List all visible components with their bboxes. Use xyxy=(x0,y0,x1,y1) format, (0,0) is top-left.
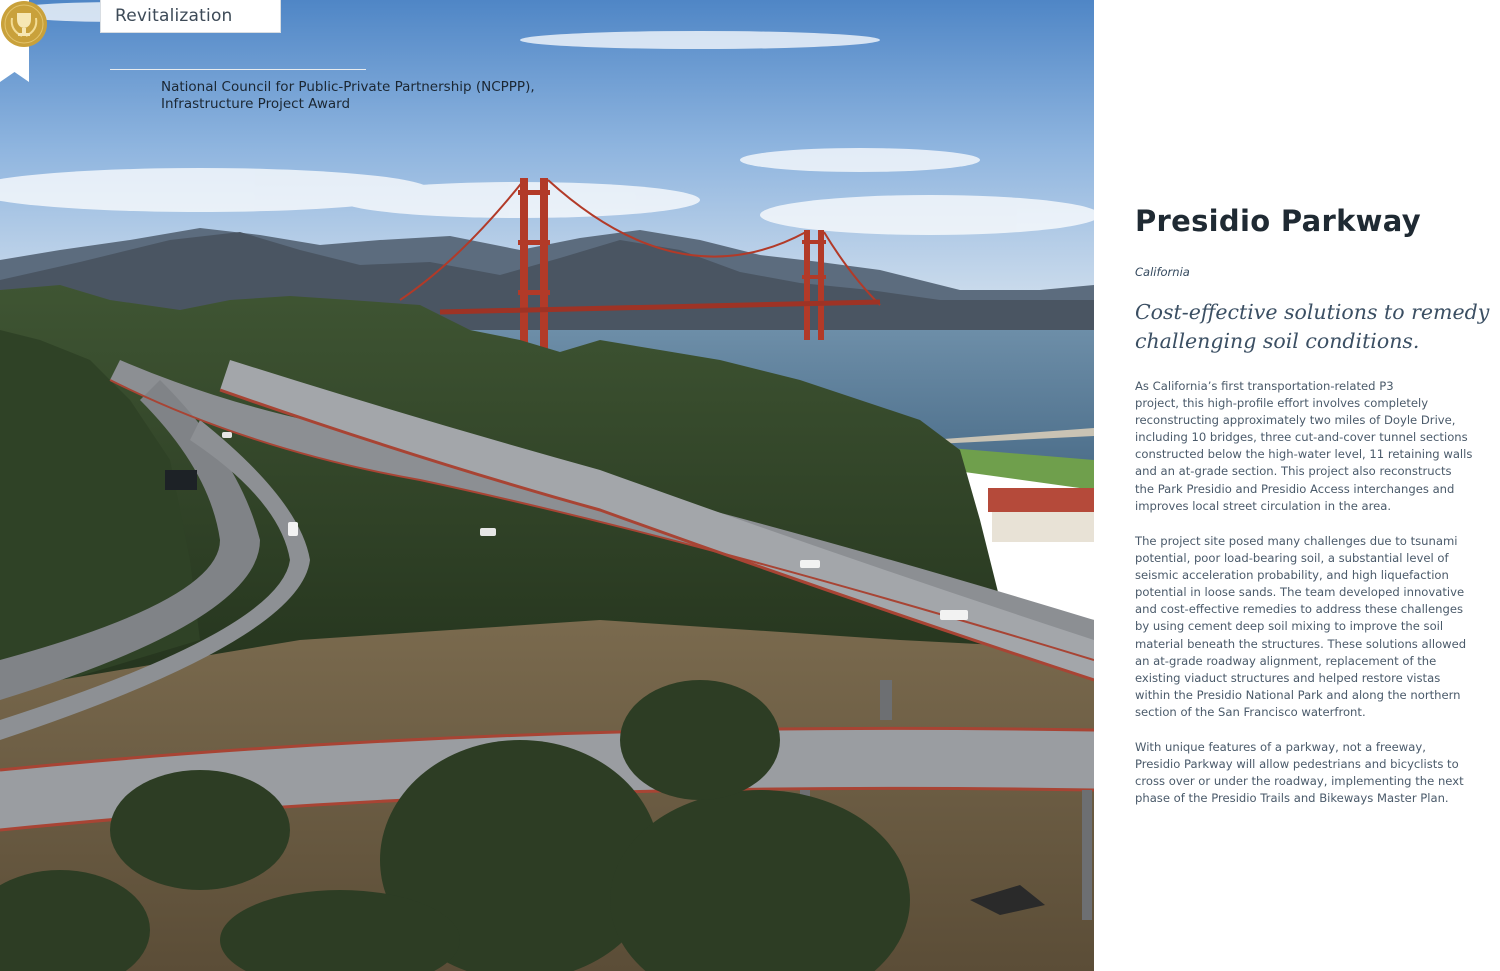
paragraph-line: reconstructing approximately two miles of Doyle Drive, xyxy=(1135,413,1456,428)
paragraph-line: The project site posed many challenges due to tsunami xyxy=(1135,534,1458,548)
award-caption xyxy=(161,79,581,113)
paragraph-line: project, this high-profile effort involves completely xyxy=(1135,396,1429,411)
paragraph-line: existing viaduct structures and helped restore vistas xyxy=(1135,670,1441,685)
body-paragraph-3 xyxy=(1135,739,1465,807)
paragraph-line: an at-grade roadway alignment, replacement of the xyxy=(1135,653,1437,668)
tagline-line: challenging soil conditions. xyxy=(1135,329,1420,353)
paragraph-line: cross over or under the roadway, implementing the next xyxy=(1135,774,1464,789)
award-divider xyxy=(110,69,366,70)
body-paragraph-1 xyxy=(1135,378,1473,515)
paragraph-line: the Park Presidio and Presidio Access interchanges and xyxy=(1135,481,1455,496)
paragraph-line: within the Presidio National Park and along the northern xyxy=(1135,687,1461,702)
paragraph-line: material beneath the structures. These solutions allowed xyxy=(1135,636,1467,651)
paragraph-line: potential, poor load-bearing soil, a substantial level of xyxy=(1135,551,1449,566)
paragraph-line: seismic acceleration probability, and high liquefaction xyxy=(1135,568,1449,583)
award-line: National Council for Public-Private Partnership (NCPPP), xyxy=(161,79,535,95)
paragraph-line: Presidio Parkway will allow pedestrians and bicyclists to xyxy=(1135,757,1459,772)
project-location: California xyxy=(1135,265,1190,279)
paragraph-line: constructed below the high-water level, 11 retaining walls xyxy=(1135,447,1473,462)
paragraph-line: by using cement deep soil mixing to improve the soil xyxy=(1135,619,1444,634)
paragraph-line: section of the San Francisco waterfront. xyxy=(1135,704,1366,719)
paragraph-line: With unique features of a parkway, not a freeway, xyxy=(1135,740,1426,754)
paragraph-line: potential in loose sands. The team developed innovative xyxy=(1135,585,1465,600)
section-tag: Revitalization xyxy=(100,0,281,33)
paragraph-line: including 10 bridges, three cut-and-cover tunnel sections xyxy=(1135,430,1468,445)
paragraph-line: and cost-effective remedies to address these challenges xyxy=(1135,602,1464,617)
body-paragraph-2 xyxy=(1135,533,1465,721)
trophy-laurel-medal-icon xyxy=(0,0,48,48)
award-line: Infrastructure Project Award xyxy=(161,96,351,112)
tagline-line: Cost-effective solutions to remedy xyxy=(1135,300,1490,324)
paragraph-line: improves local street circulation in the area. xyxy=(1135,498,1392,513)
project-tagline xyxy=(1135,298,1490,356)
project-title: Presidio Parkway xyxy=(1135,204,1421,238)
paragraph-line: phase of the Presidio Trails and Bikeways Master Plan. xyxy=(1135,791,1449,806)
paragraph-line: and an at-grade section. This project also reconstructs xyxy=(1135,464,1452,479)
paragraph-line: As California’s first transportation-related P3 xyxy=(1135,379,1394,393)
